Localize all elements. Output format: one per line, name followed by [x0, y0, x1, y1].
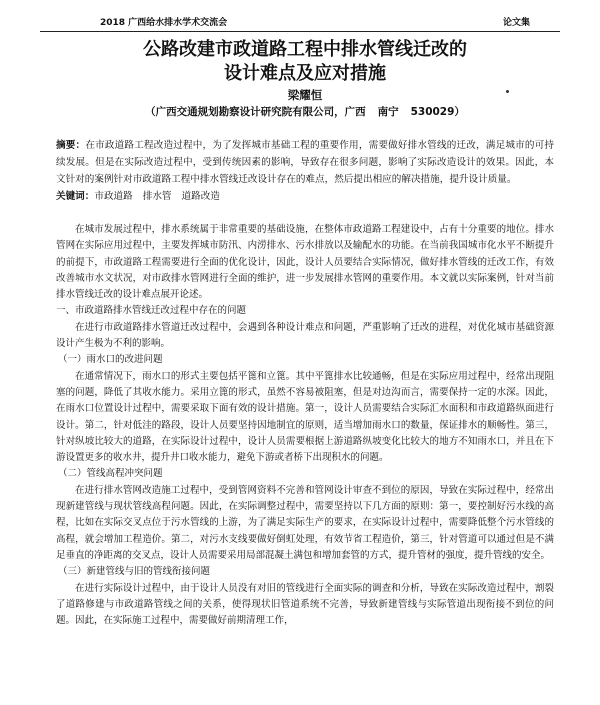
header-conference: 2018 广西给水排水学术交流会 — [100, 18, 228, 28]
subsection-heading: （三）新建管线与旧的管线衔接问题 — [58, 566, 211, 578]
print-speck — [506, 90, 509, 93]
affiliation-org: （广西交通规划勘察设计研究院有限公司，广西 — [145, 106, 366, 118]
abstract-label: 摘要： — [56, 140, 86, 151]
abstract-text: 在市政道路工程改造过程中，为了发挥城市基础工程的重要作用，需要做好排水管线的迁改，满足城市的可持续发展。但是在实际改造过程中，受到传统因素的影响，导致存在很多问题，影响了实际改造设计的效果。因此，本文针对的案例针对市政道路工程中排水管线迁改设计存在的难点，然后提出相应的解决措施，提升设计质量。 — [56, 140, 555, 185]
affiliation-city: 南宁 — [377, 106, 399, 118]
title-line-2: 设计难点及应对措施 — [224, 63, 386, 84]
subsection-paragraph: 在通常情况下，雨水口的形式主要包括平篦和立篦。其中平篦排水比较通畅，但是在实际应用过程中，经常出现阻塞的问题，降低了其收水能力。采用立篦的形式，虽然不容易被阻塞，但是对边沟而言，需要保持一定的水深。因此，在雨水口位置设计过程中，需要采取下面有效的设计措施。第一，设计人员需要结合实际汇水面积和市政道路纵面进行设计。第二，针对低洼的路段，设计人员要坚持因地制宜的原则，适当增加雨水口的数量，保证排水的顺畅性。第三，针对纵坡比较大的道路，在实际设计过程中，设计人员需要根据上游道路纵坡变化比较大的地方不知雨水口，并且在下游设置更多的收水井，提升井口收水能力，避免下游或者桥下出现积水的问题。 — [56, 370, 554, 464]
header-collection: 论文集 — [502, 18, 530, 28]
keyword: 道路改造 — [181, 191, 220, 202]
keyword: 市政道路 — [94, 191, 133, 202]
running-header — [40, 0, 560, 32]
title-line-1: 公路改建市政道路工程中排水管线迁改的 — [143, 39, 467, 60]
keyword: 排水管 — [142, 191, 172, 202]
subsection-paragraph: 在进行排水管网改造施工过程中，受到管网资料不完善和管网设计审查不到位的原因，导致在实际过程中，经常出现新建管线与现状管线高程问题。因此，在实际调整过程中，需要坚持以下几方面的原则：第一，要控制好污水线的高程，比如在实际交叉点位于污水管线的上游，为了满足实际生产的要求，在实际设计过程中，需要降低整个污水管线的高程，就会增加工程造价。第二，对污水支线要做好倒虹处理，有效节省工程造价，第三，针对管道可以通过但是不满足垂直的净距离的交叉点，设计人员需要采用局部混凝土满包和增加套管的方式，提升管材的强度，提升管线的安全。 — [56, 484, 554, 561]
subsection-heading: （二）管线高程冲突问题 — [58, 468, 163, 480]
body-text — [56, 222, 554, 629]
affiliation-postcode: 530029） — [410, 106, 465, 118]
section-heading: 一、市政道路排水管线迁改过程中存在的问题 — [56, 305, 247, 317]
intro-paragraph: 在城市发展过程中，排水系统属于非常重要的基础设施，在整体市政道路工程建设中，占有十分重要的地位。排水管网在实际应用过程中，主要发挥城市防汛、内涝排水、污水排放以及输配水的功能。在当前我国城市化水平不断提升的前提下，市政道路工程需要进行全面的优化设计，因此，设计人员要结合实际情况，做好排水管线的迁改工作，有效改善城市水文状况，对市政排水管网进行全面的维护，进一步发展排水管网的重要作用。本文就以实际案例，针对当前排水管线迁改的设计难点展开论述。 — [56, 224, 554, 301]
keywords-label: 关键词： — [56, 191, 95, 202]
paper-title — [56, 38, 554, 86]
affiliation — [56, 104, 554, 119]
section-paragraph: 在进行市政道路排水管道迁改过程中，会遇到各种设计难点和问题，严重影响了迁改的进程，对优化城市基础资源设计产生极为不利的影响。 — [56, 321, 554, 350]
subsection-heading: （一）雨水口的改进问题 — [58, 354, 163, 366]
subsection-paragraph: 在进行实际设计过程中，由于设计人员没有对旧的管线进行全面实际的调查和分析，导致在实际改造过程中，割裂了道路修建与市政道路管线之间的关系，使得现状旧管道系统不完善，导致新建管线与实际管道出现衔接不到位的问题。因此，在实际施工过程中，需要做好前期清理工作， — [56, 582, 554, 627]
author-name: 梁耀恒 — [287, 88, 323, 102]
abstract — [56, 137, 554, 188]
keywords — [56, 188, 554, 205]
